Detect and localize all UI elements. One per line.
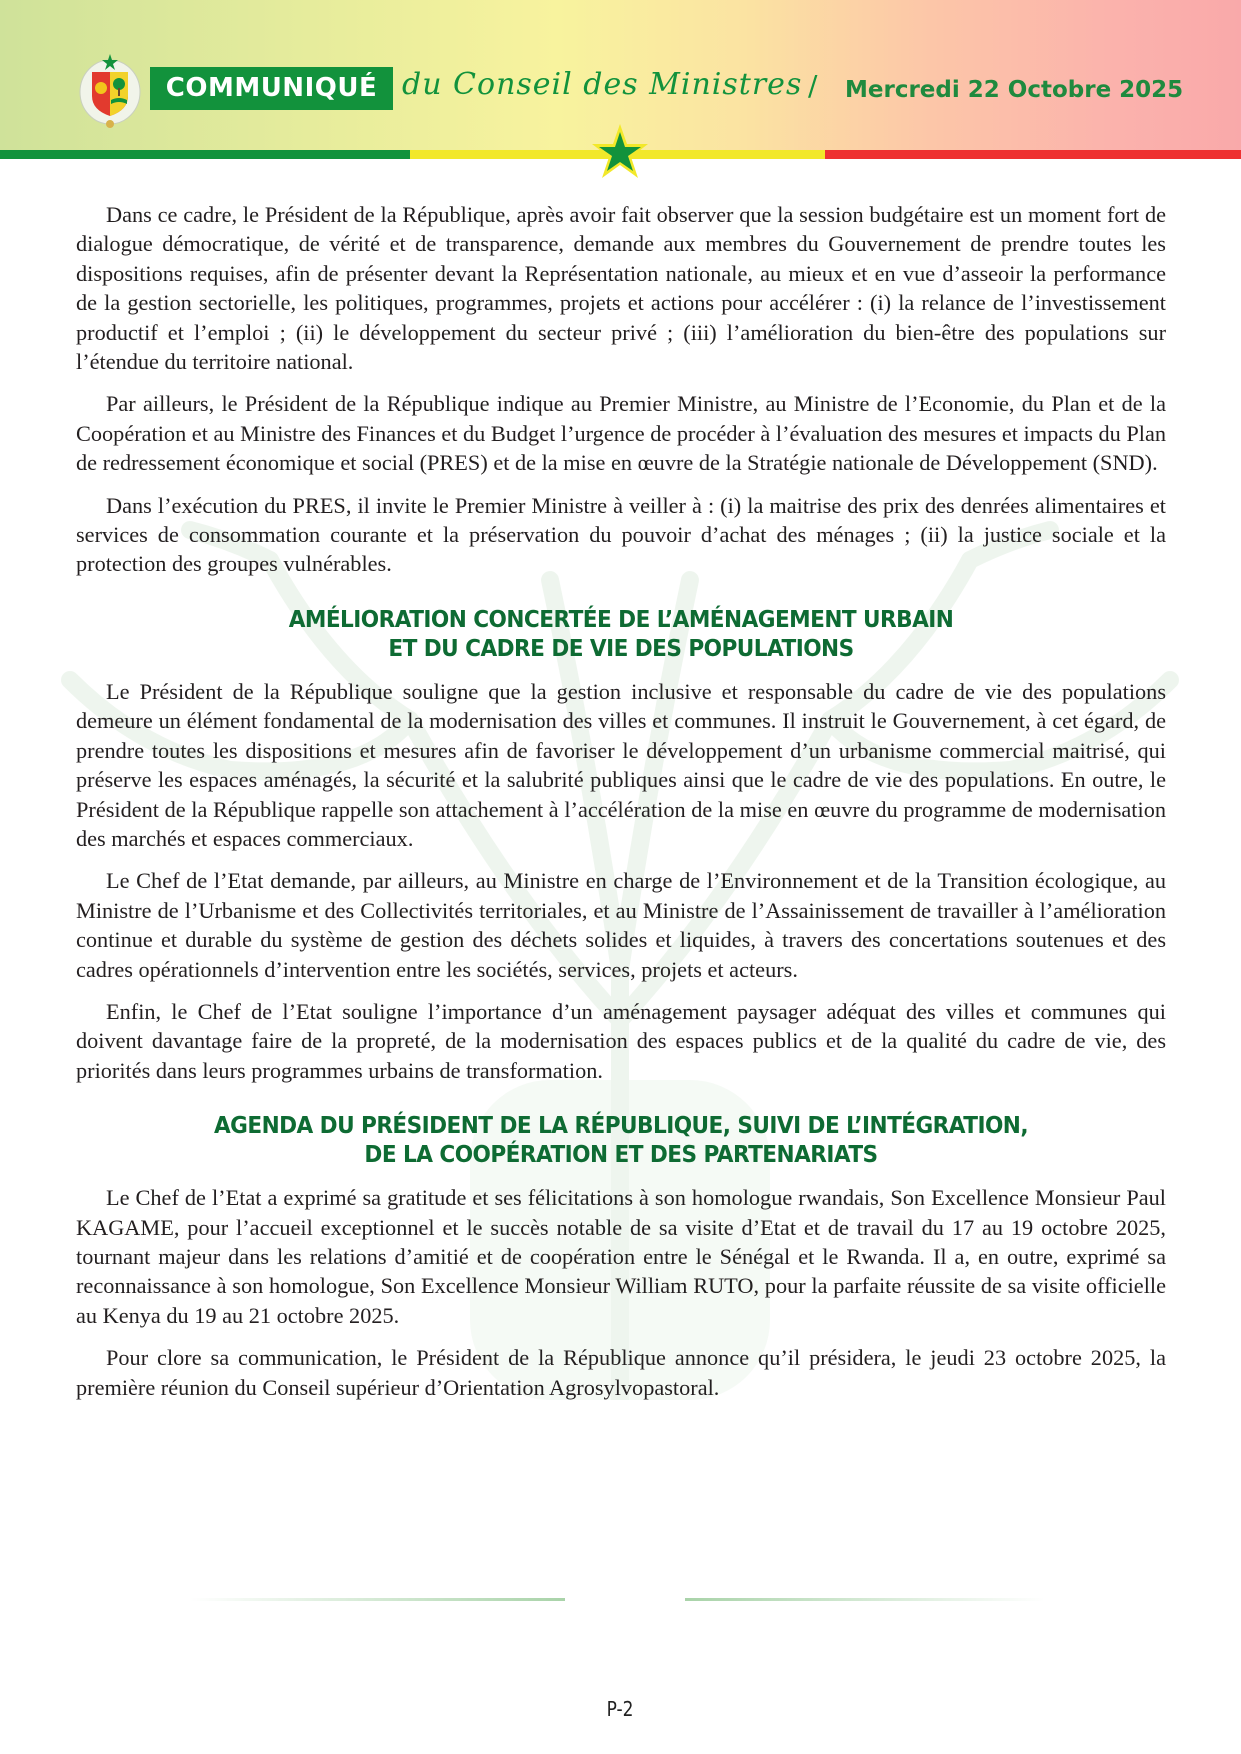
paragraph: Pour clore sa communication, le Président de la République annonce qu’il présidera, le jeudi 23 octobre 2025, la première réunion du Conseil supérieur d’Orientation Agrosylvopastoral.: [76, 1345, 1166, 1400]
paragraph: Par ailleurs, le Président de la République indique au Premier Ministre, au Ministre de l’Economie, du Plan et de la Coopération et au Ministre des Finances et du Budget l’urgence de procéder à l’évaluation des mesures et impacts du Plan de redressement économique et social (PRES) et de la mise en œuvre de la Stratégie nationale de Développement (SND).: [76, 391, 1166, 476]
paragraph: Dans l’exécution du PRES, il invite le Premier Ministre à veiller à : (i) la maitrise des prix des denrées alimentaires et services de consommation courante et la préservation du pouvoir d’achat des ménages ; (ii) la justice sociale et la protection des groupes vulnérables.: [76, 492, 1166, 577]
paragraph: Le Président de la République souligne que la gestion inclusive et responsable du cadre de vie des populations demeure un élément fondamental de la modernisation des villes et communes. Il instruit le Gouvernement, à cet égard, de prendre toutes les dispositions et mesures afin de favoriser le développement d’un urbanisme commercial maitrisé, qui préserve les espaces aménagés, la sécurité et la salubrité publiques ainsi que le cadre de vie des populations. En outre, le Président de la République rappelle son attachement à l’accélération de la mise en œuvre du programme de modernisation des marchés et espaces commerciaux.: [76, 678, 1166, 851]
green-star-icon: [590, 122, 650, 182]
council-of-ministers-title: du Conseil des Ministres: [402, 67, 803, 102]
heading-line: AMÉLIORATION CONCERTÉE DE L’AMÉNAGEMENT URBAIN: [288, 604, 954, 633]
paragraph: Enfin, le Chef de l’Etat souligne l’importance d’un aménagement paysager adéquat des villes et communes qui doivent davantage faire de la propreté, de la modernisation des espaces publics et de la qualité du cadre de vie, des priorités dans leurs programmes urbains de transformation.: [76, 998, 1166, 1083]
paragraph: Le Chef de l’Etat demande, par ailleurs, au Ministre en charge de l’Environnement et de la Transition écologique, au Ministre de l’Urbanisme et des Collectivités territoriales, et au Ministre de l’Assainissement de travailler à l’amélioration continue et durable du système de gestion des déchets solides et liquides, à travers des concertations soutenues et des cadres opérationnels d’intervention entre les sociétés, services, projets et acteurs.: [76, 868, 1166, 982]
footer-divider-left: [190, 1598, 565, 1601]
heading-line: ET DU CADRE DE VIE DES POPULATIONS: [388, 633, 854, 662]
section-president-agenda: [76, 1111, 1166, 1402]
communique-label: COMMUNIQUÉ: [150, 67, 393, 110]
paragraph: Dans ce cadre, le Président de la République, après avoir fait observer que la session budgétaire est un moment fort de dialogue démocratique, de vérité et de transparence, demande aux membres du Gouvernement de prendre toutes les dispositions requises, afin de présenter devant la Représentation nationale, au mieux et en vue d’asseoir la performance de la gestion sectorielle, les politiques, programmes, projets et actions pour accélérer : (i) la relance de l’investissement productif et l’emploi ; (ii) le développement du secteur privé ; (iii) l’amélioration du bien-être des populations sur l’étendue du territoire national.: [76, 202, 1166, 375]
section-budget-session: [76, 200, 1166, 579]
heading-line: AGENDA DU PRÉSIDENT DE LA RÉPUBLIQUE, SUIVI DE L’INTÉGRATION,: [213, 1111, 1029, 1140]
flag-band-green: [0, 150, 410, 159]
senegal-coat-of-arms-icon: [78, 52, 142, 132]
page-number: P-2: [606, 1697, 634, 1721]
flag-band-red: [825, 150, 1241, 159]
paragraph: Le Chef de l’Etat a exprimé sa gratitude et ses félicitations à son homologue rwandais, Son Excellence Monsieur Paul KAGAME, pour l’accueil exceptionnel et le succès notable de sa visite d’Etat et de travail du 17 au 19 octobre 2025, tournant majeur dans les relations d’amitié et de coopération entre le Sénégal et le Rwanda. Il a, en outre, exprimé sa reconnaissance à son homologue, Son Excellence Monsieur William RUTO, pour la parfaite réussite de sa visite officielle au Kenya du 19 au 21 octobre 2025.: [76, 1185, 1166, 1328]
title-separator: /: [808, 69, 818, 102]
section-heading-urban-planning: [120, 605, 1123, 663]
document-body: [76, 200, 1166, 1415]
section-urban-planning: [76, 605, 1166, 1085]
footer-divider-right: [685, 1598, 1045, 1601]
section-heading-president-agenda: [120, 1111, 1123, 1169]
communique-date: Mercredi 22 Octobre 2025: [845, 77, 1184, 103]
heading-line: DE LA COOPÉRATION ET DES PARTENARIATS: [364, 1140, 878, 1169]
